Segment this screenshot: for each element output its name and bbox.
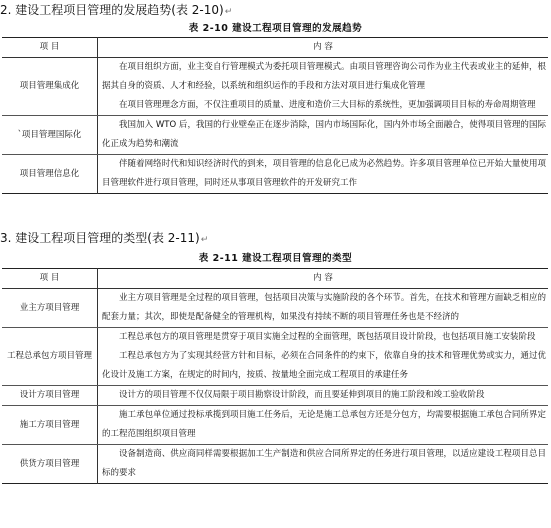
table-row	[2, 445, 548, 484]
table-2-11	[2, 268, 548, 484]
row-item-label: `项目管理国际化	[2, 116, 98, 155]
column-header-item: 项 目	[2, 38, 98, 58]
row-content-paragraph: 工程总承包方的项目管理是贯穿于项目实施全过程的全面管理，既包括项目设计阶段，也包括项目施工安装阶段	[119, 332, 536, 342]
table-header-row	[2, 269, 548, 289]
row-content-paragraph: 设计方的项目管理不仅仅局限于项目勘察设计阶段，而且要延伸到项目的施工阶段和竣工验收阶段	[119, 390, 485, 400]
table-2-10	[2, 37, 548, 194]
row-item-label: 设计方项目管理	[2, 386, 98, 406]
table-row	[2, 116, 548, 155]
table-row	[2, 328, 548, 386]
return-arrow-icon: ↵	[200, 235, 209, 245]
row-content-paragraph: 在项目组织方面，业主变自行管理模式为委托项目管理模式。由项目管理咨询公司作为业主代表或业主的延伸，根据其自身的资质、人才和经验，以系统和组织运作的手段和方法对项目进行集成化管理	[102, 62, 546, 91]
row-item-label: 供货方项目管理	[2, 445, 98, 484]
section-heading-development-trends: 2. 建设工程项目管理的发展趋势(表 2-10)↵	[0, 3, 233, 17]
table-row	[2, 289, 548, 328]
row-content-paragraph: 施工承包单位通过投标承揽到项目施工任务后，无论是施工总承包方还是分包方，均需要根据施工承包合同所界定的工程范围组织项目管理	[102, 410, 546, 439]
return-arrow-icon: ↵	[224, 7, 233, 17]
row-item-label: 工程总承包方项目管理	[2, 328, 98, 386]
row-content-paragraph: 在项目管理理念方面，不仅注重项目的质量、进度和造价三大目标的系统性，更加强调项目目标的寿命周期管理	[119, 100, 536, 110]
row-item-label: 项目管理集成化	[2, 58, 98, 116]
row-content-paragraph: 工程总承包方为了实现其经营方针和目标，必须在合同条件的约束下，依靠自身的技术和管理优势或实力，通过优化设计及施工方案，在规定的时间内，按质、按量地全面完成工程项目的承建任务	[102, 351, 546, 380]
table-row	[2, 155, 548, 194]
table-caption-2-11: 表 2-11 建设工程项目管理的类型	[198, 253, 353, 264]
row-item-label: 业主方项目管理	[2, 289, 98, 328]
table-caption-2-10: 表 2-10 建设工程项目管理的发展趋势	[188, 23, 363, 34]
table-row	[2, 406, 548, 445]
row-item-label: 施工方项目管理	[2, 406, 98, 445]
table-row	[2, 386, 548, 406]
column-header-content: 内 容	[98, 269, 549, 289]
row-content-paragraph: 我国加入 WTO 后，我国的行业壁垒正在逐步消除，国内市场国际化，国内外市场全面融合，使得项目管理的国际化正成为趋势和潮流	[102, 120, 546, 149]
row-content-paragraph: 业主方项目管理是全过程的项目管理，包括项目决策与实施阶段的各个环节。首先，在技术和管理方面缺乏相应的配套力量；其次，即使是配备健全的管理机构，如果没有持续不断的项目管理任务也是不经济的	[102, 293, 546, 322]
row-content-paragraph: 设备制造商、供应商同样需要根据加工生产制造和供应合同所界定的任务进行项目管理，以适应建设工程项目总目标的要求	[102, 449, 546, 478]
column-header-item: 项 目	[2, 269, 98, 289]
table-row	[2, 58, 548, 116]
section-heading-management-types: 3. 建设工程项目管理的类型(表 2-11)↵	[0, 231, 209, 245]
row-content-paragraph: 伴随着网络时代和知识经济时代的到来，项目管理的信息化已成为必然趋势。许多项目管理单位已开始大量使用项目管理软件进行项目管理，同时还从事项目管理软件的开发研究工作	[102, 159, 546, 188]
table-header-row	[2, 38, 548, 58]
column-header-content: 内 容	[98, 38, 549, 58]
row-item-label: 项目管理信息化	[2, 155, 98, 194]
